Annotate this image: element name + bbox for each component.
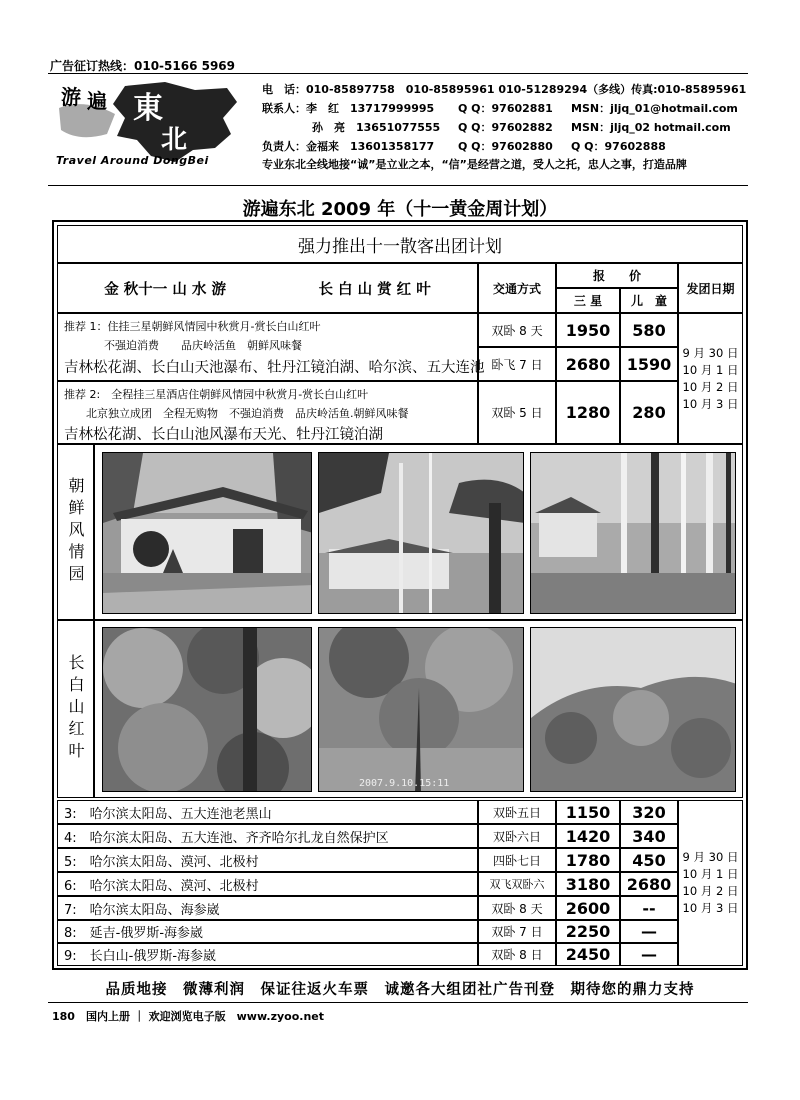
logo-char-2: 遍 xyxy=(87,89,107,113)
korean-garden-house-photo xyxy=(102,452,312,614)
date-top-2: 10 月 1 日 xyxy=(682,362,739,377)
rec2-line3: 吉林松花湖、长白山池风瀑布天光、牡丹江镜泊湖 xyxy=(64,427,383,443)
tour-row-6-adult: 3180 xyxy=(556,872,620,896)
tour-row-8-adult: 2250 xyxy=(556,920,620,943)
tour-row-6-transport: 双飞双卧六 xyxy=(478,872,556,896)
dates-top-cell xyxy=(678,313,743,444)
tour-row-8-transport: 双卧 7 日 xyxy=(478,920,556,943)
logo-char-1: 游 xyxy=(61,85,81,109)
rec1-opt1-adult-price: 1950 xyxy=(556,313,620,347)
route-header-b: 长 白 山 赏 红 叶 xyxy=(318,281,431,298)
tour-row-7-child: -- xyxy=(620,896,678,920)
rec2-child-price: 280 xyxy=(620,381,678,444)
rec1-description xyxy=(57,313,485,381)
tour-row-5-child: 450 xyxy=(620,848,678,872)
date-top-1: 9 月 30 日 xyxy=(682,345,739,360)
logo-char-4: 北 xyxy=(161,125,188,155)
banner-text: 强力推出十一散客出团计划 xyxy=(298,236,502,257)
qq-3: Q Q：97602880 xyxy=(458,140,553,153)
logo-subtitle: Travel Around DongBei xyxy=(56,154,209,167)
header-rule-2 xyxy=(48,185,748,186)
red-leaves-forest-photo-2 xyxy=(318,627,524,792)
route-header xyxy=(57,263,478,313)
tour-row-4-name xyxy=(57,824,478,848)
msn-2: MSN：jljq_02 hotmail.com xyxy=(571,121,731,134)
rec2-line2: 北京独立成团 全程无购物 不强迫消费 品庆岭活鱼.朝鲜风味餐 xyxy=(86,407,409,420)
tour-row-6-label: 6: 哈尔滨太阳岛、漠河、北极村 xyxy=(64,878,259,894)
msn-1: MSN：jljq_01@hotmail.com xyxy=(571,102,738,115)
dates-bottom-cell xyxy=(678,800,743,966)
dates-top-list xyxy=(683,345,739,413)
dates-header: 发团日期 xyxy=(678,263,743,313)
contact-jin: 负责人：金福来 13601358177 xyxy=(262,140,435,153)
footer-slogan: 品质地接 微薄利润 保证往返火车票 诚邀各大组团社广告刊登 期待您的鼎力支持 xyxy=(105,982,695,998)
rec2-transport: 双卧 5 日 xyxy=(478,381,556,444)
header-rule xyxy=(48,73,748,74)
plan-banner xyxy=(57,225,743,263)
contact-li: 联系人：李 红 13717999995 xyxy=(262,102,435,115)
tour-row-5-label: 5: 哈尔滨太阳岛、漠河、北极村 xyxy=(64,854,259,870)
red-leaves-hill-photo xyxy=(530,627,736,792)
tour-row-3-transport: 双卧五日 xyxy=(478,800,556,824)
tour-row-9-label: 9: 长白山-俄罗斯-海参崴 xyxy=(64,949,217,964)
date-bottom-2: 10 月 1 日 xyxy=(682,867,739,881)
tour-row-8-name xyxy=(57,920,478,943)
tour-row-9-adult: 2450 xyxy=(556,943,620,966)
company-slogan: 专业东北全线地接“诚”是立业之本，“信”是经营之道，受人之托，忠人之事，打造品牌 xyxy=(262,158,687,171)
footer-rule xyxy=(48,1002,748,1003)
tour-row-4-child: 340 xyxy=(620,824,678,848)
red-leaves-forest-photo-1 xyxy=(102,627,312,792)
rec2-description xyxy=(57,381,478,444)
tour-row-7-name xyxy=(57,896,478,920)
rec1-line1: 推荐 1：住挂三星朝鲜风情园中秋赏月-赏长白山红叶 xyxy=(64,320,321,333)
korean-garden-label: 朝鲜风情园 xyxy=(66,477,85,587)
tour-row-9-child: — xyxy=(620,943,678,966)
red-leaves-label-cell xyxy=(57,620,94,798)
page-footer: 180 国内上册 ｜ 欢迎浏览电子版 www.zyoo.net xyxy=(52,1010,324,1023)
date-bottom-1: 9 月 30 日 xyxy=(682,850,739,864)
dates-bottom-list xyxy=(683,849,739,917)
qq-2: Q Q：97602882 xyxy=(458,121,553,134)
tour-row-3-child: 320 xyxy=(620,800,678,824)
tour-row-4-transport: 双卧六日 xyxy=(478,824,556,848)
rec2-adult-price: 1280 xyxy=(556,381,620,444)
korean-garden-roof-photo xyxy=(318,452,524,614)
phone-line: 电 话：010-85897758 010-85895961 010-51289294（多线）传真:010-85895961 xyxy=(262,83,747,96)
tour-row-4-label: 4: 哈尔滨太阳岛、五大连池、齐齐哈尔扎龙自然保护区 xyxy=(64,830,389,846)
tour-row-3-adult: 1150 xyxy=(556,800,620,824)
tour-row-5-transport: 四卧七日 xyxy=(478,848,556,872)
logo-char-3: 東 xyxy=(133,91,163,126)
tour-row-4-adult: 1420 xyxy=(556,824,620,848)
route-header-a: 金 秋十一 山 水 游 xyxy=(104,281,226,298)
tour-row-7-label: 7: 哈尔滨太阳岛、海参崴 xyxy=(64,902,220,918)
red-leaves-label: 长白山红叶 xyxy=(66,654,85,764)
date-bottom-4: 10 月 3 日 xyxy=(682,901,739,915)
contact-sun: 孙 亮 13651077555 xyxy=(312,121,441,134)
ad-hotline: 广告征订热线：010-5166 5969 xyxy=(50,59,236,73)
rec1-line2: 不强迫消费 品庆岭活鱼 朝鲜风味餐 xyxy=(104,339,302,352)
korean-garden-birch-photo xyxy=(530,452,736,614)
child-header: 儿 童 xyxy=(620,288,678,313)
qq-4: Q Q：97602888 xyxy=(571,140,666,153)
date-top-4: 10 月 3 日 xyxy=(682,396,739,411)
tour-row-3-label: 3: 哈尔滨太阳岛、五大连池老黑山 xyxy=(64,806,272,822)
tour-row-6-child: 2680 xyxy=(620,872,678,896)
tour-row-6-name xyxy=(57,872,478,896)
page-title: 游遍东北 2009 年（十一黄金周计划） xyxy=(242,199,558,220)
korean-garden-label-cell xyxy=(57,444,94,620)
tour-row-9-transport: 双卧 8 日 xyxy=(478,943,556,966)
tour-row-7-transport: 双卧 8 天 xyxy=(478,896,556,920)
tour-row-8-label: 8: 延吉-俄罗斯-海参崴 xyxy=(64,926,204,941)
rec1-opt1-transport: 双卧 8 天 xyxy=(478,313,556,347)
tour-table xyxy=(57,800,678,966)
tour-row-8-child: — xyxy=(620,920,678,943)
date-bottom-3: 10 月 2 日 xyxy=(682,884,739,898)
transport-header: 交通方式 xyxy=(478,263,556,313)
rec1-opt2-adult-price: 2680 xyxy=(556,347,620,381)
date-top-3: 10 月 2 日 xyxy=(682,379,739,394)
adult-header: 三 星 xyxy=(556,288,620,313)
tour-row-5-adult: 1780 xyxy=(556,848,620,872)
tour-row-5-name xyxy=(57,848,478,872)
tour-row-3-name xyxy=(57,800,478,824)
qq-1: Q Q：97602881 xyxy=(458,102,553,115)
price-header: 报 价 xyxy=(556,263,678,288)
tour-row-7-adult: 2600 xyxy=(556,896,620,920)
rec1-opt2-child-price: 1590 xyxy=(620,347,678,381)
rec2-line1: 推荐 2: 全程挂三星酒店住朝鲜风情园中秋赏月-赏长白山红叶 xyxy=(64,388,369,401)
tour-row-9-name xyxy=(57,943,478,966)
rec1-opt1-child-price: 580 xyxy=(620,313,678,347)
photo-date-stamp: 2007.9.10.15:11 xyxy=(359,778,450,789)
rec1-opt2-transport: 卧飞 7 日 xyxy=(478,347,556,381)
rec1-line3: 吉林松花湖、长白山天池瀑布、牡丹江镜泊湖、哈尔滨、五大连池 xyxy=(64,360,485,376)
